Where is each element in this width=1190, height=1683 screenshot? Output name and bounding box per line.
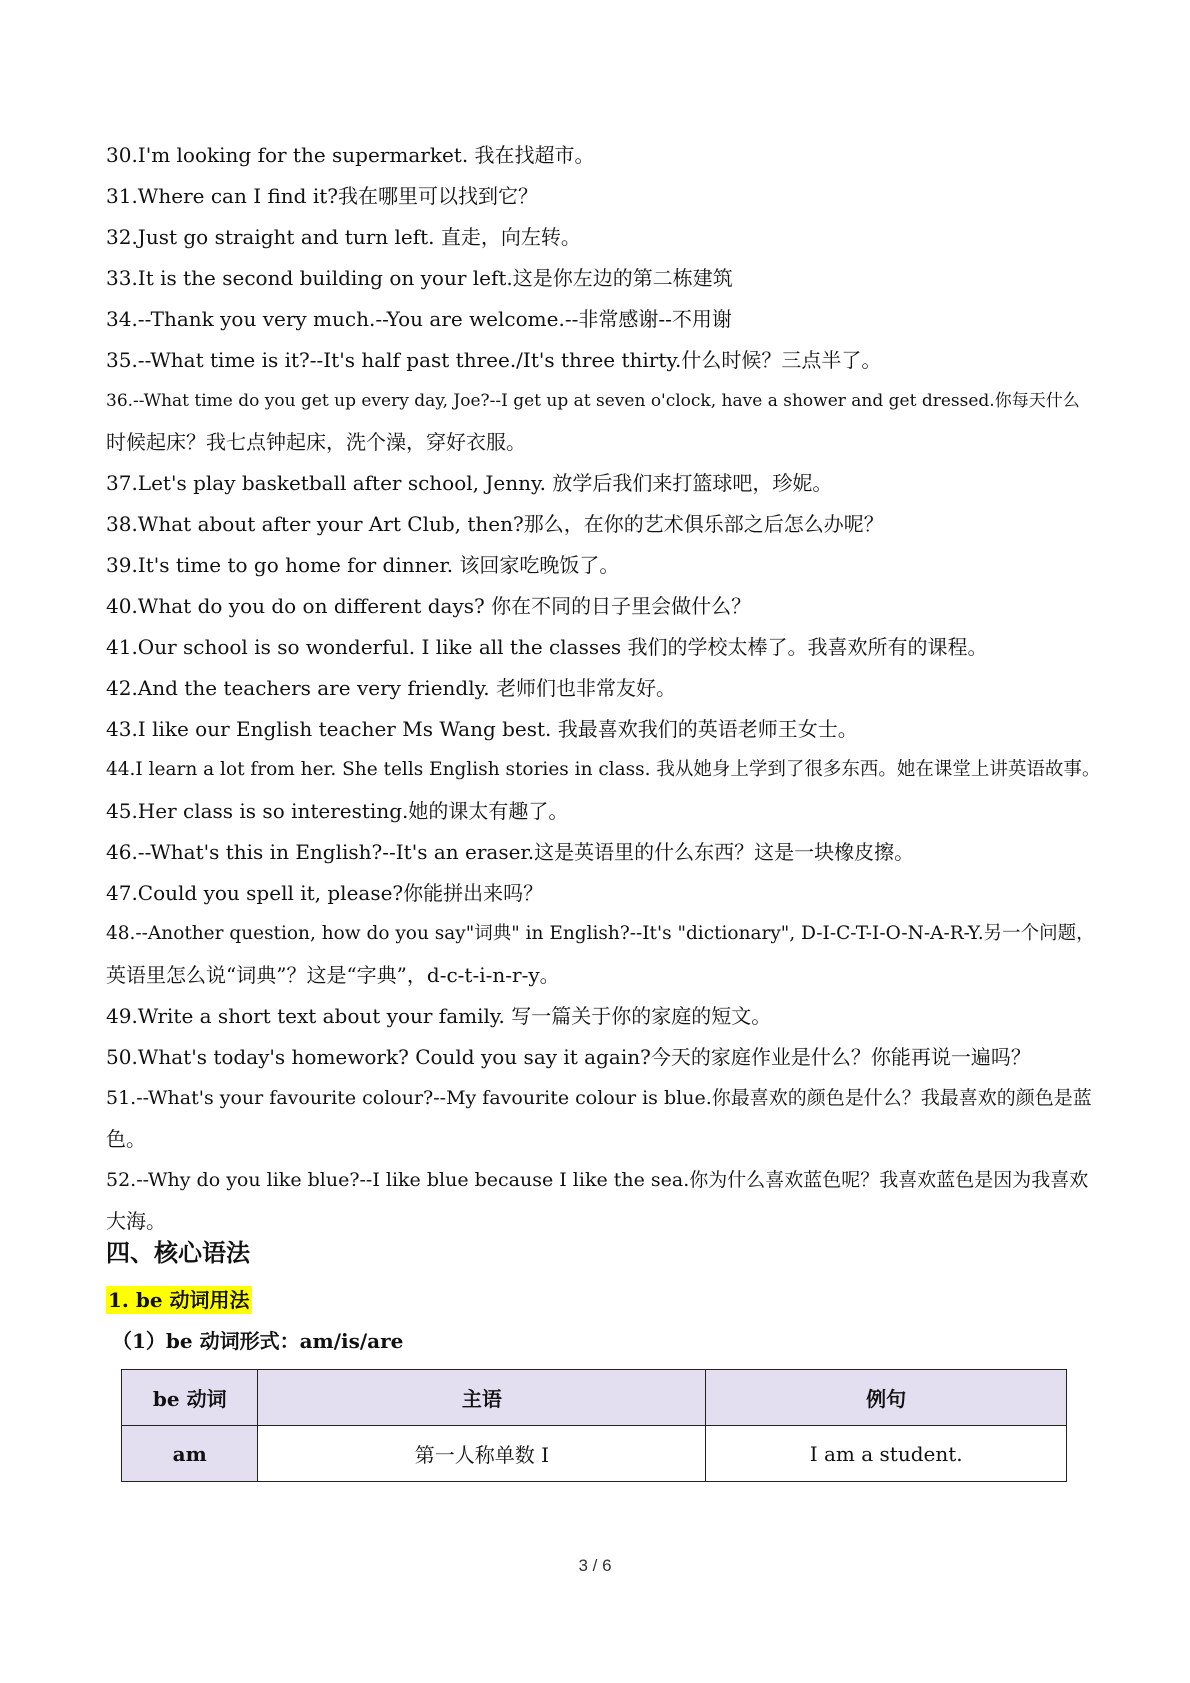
sentence-line: 41.Our school is so wonderful. I like all the classes 我们的学校太棒了。我喜欢所有的课程。 xyxy=(106,635,988,659)
subsection-heading: 1. be 动词用法 xyxy=(108,1288,250,1312)
table-header-row xyxy=(122,1370,1067,1426)
table-row xyxy=(122,1426,1067,1482)
sentence-line: 36.--What time do you get up every day, Joe?--I get up at seven o'clock, have a shower and get dressed.你每天什么 xyxy=(106,391,1080,411)
table-cell: I am a student. xyxy=(706,1426,1067,1482)
page-number: 3 / 6 xyxy=(578,1556,612,1575)
sentence-line: 37.Let's play basketball after school, Jenny. 放学后我们来打篮球吧，珍妮。 xyxy=(106,471,833,495)
sentence-line: 39.It's time to go home for dinner. 该回家吃晚饭了。 xyxy=(106,553,620,577)
table-header-cell: be 动词 xyxy=(122,1370,258,1426)
sentence-line: 英语里怎么说“词典”？这是“字典”，d-c-t-i-n-r-y。 xyxy=(106,963,560,987)
sentence-line: 色。 xyxy=(106,1127,146,1151)
sentence-line: 46.--What's this in English?--It's an eraser.这是英语里的什么东西？这是一块橡皮擦。 xyxy=(106,840,915,864)
sentence-line: 52.--Why do you like blue?--I like blue because I like the sea.你为什么喜欢蓝色呢？我喜欢蓝色是因为我喜欢 xyxy=(106,1169,1089,1191)
sentence-line: 49.Write a short text about your family. 写一篇关于你的家庭的短文。 xyxy=(106,1004,772,1028)
subsubsection-heading: （1）be 动词形式：am/is/are xyxy=(112,1329,404,1353)
sentence-line: 47.Could you spell it, please?你能拼出来吗？ xyxy=(106,881,544,905)
sentence-line: 45.Her class is so interesting.她的课太有趣了。 xyxy=(106,799,569,823)
table-cell: am xyxy=(122,1426,258,1482)
sentence-line: 30.I'm looking for the supermarket. 我在找超市。 xyxy=(106,143,595,167)
sentence-line: 40.What do you do on different days? 你在不同的日子里会做什么？ xyxy=(106,594,752,618)
table-cell: 第一人称单数 I xyxy=(258,1426,706,1482)
sentence-line: 33.It is the second building on your left.这是你左边的第二栋建筑 xyxy=(106,266,733,290)
be-verb-table xyxy=(121,1369,1067,1482)
sentence-line: 50.What's today's homework? Could you say it again?今天的家庭作业是什么？你能再说一遍吗？ xyxy=(106,1045,1031,1069)
sentence-line: 35.--What time is it?--It's half past three./It's three thirty.什么时候？三点半了。 xyxy=(106,348,882,372)
table-header-cell: 例句 xyxy=(706,1370,1067,1426)
sentence-line: 31.Where can I find it?我在哪里可以找到它？ xyxy=(106,184,538,208)
table-header-cell: 主语 xyxy=(258,1370,706,1426)
section-heading: 四、核心语法 xyxy=(106,1238,250,1267)
sentence-line: 44.I learn a lot from her. She tells English stories in class. 我从她身上学到了很多东西。她在课堂上讲英语故事。 xyxy=(106,759,1101,780)
sentence-line: 时候起床？我七点钟起床，洗个澡，穿好衣服。 xyxy=(106,430,526,454)
sentence-line: 38.What about after your Art Club, then?那么，在你的艺术俱乐部之后怎么办呢？ xyxy=(106,512,884,536)
sentence-line: 48.--Another question, how do you say"词典" in English?--It's "dictionary", D-I-C-T-I-O-N-A-R-Y.另一个问题， xyxy=(106,923,1095,944)
sentence-line: 43.I like our English teacher Ms Wang best. 我最喜欢我们的英语老师王女士。 xyxy=(106,717,858,741)
sentence-line: 51.--What's your favourite colour?--My favourite colour is blue.你最喜欢的颜色是什么？我最喜欢的颜色是蓝 xyxy=(106,1087,1092,1109)
sentence-line: 42.And the teachers are very friendly. 老师们也非常友好。 xyxy=(106,676,676,700)
sentence-line: 大海。 xyxy=(106,1209,166,1233)
sentence-line: 32.Just go straight and turn left. 直走，向左转。 xyxy=(106,225,581,249)
sentence-line: 34.--Thank you very much.--You are welcome.--非常感谢--不用谢 xyxy=(106,307,732,331)
